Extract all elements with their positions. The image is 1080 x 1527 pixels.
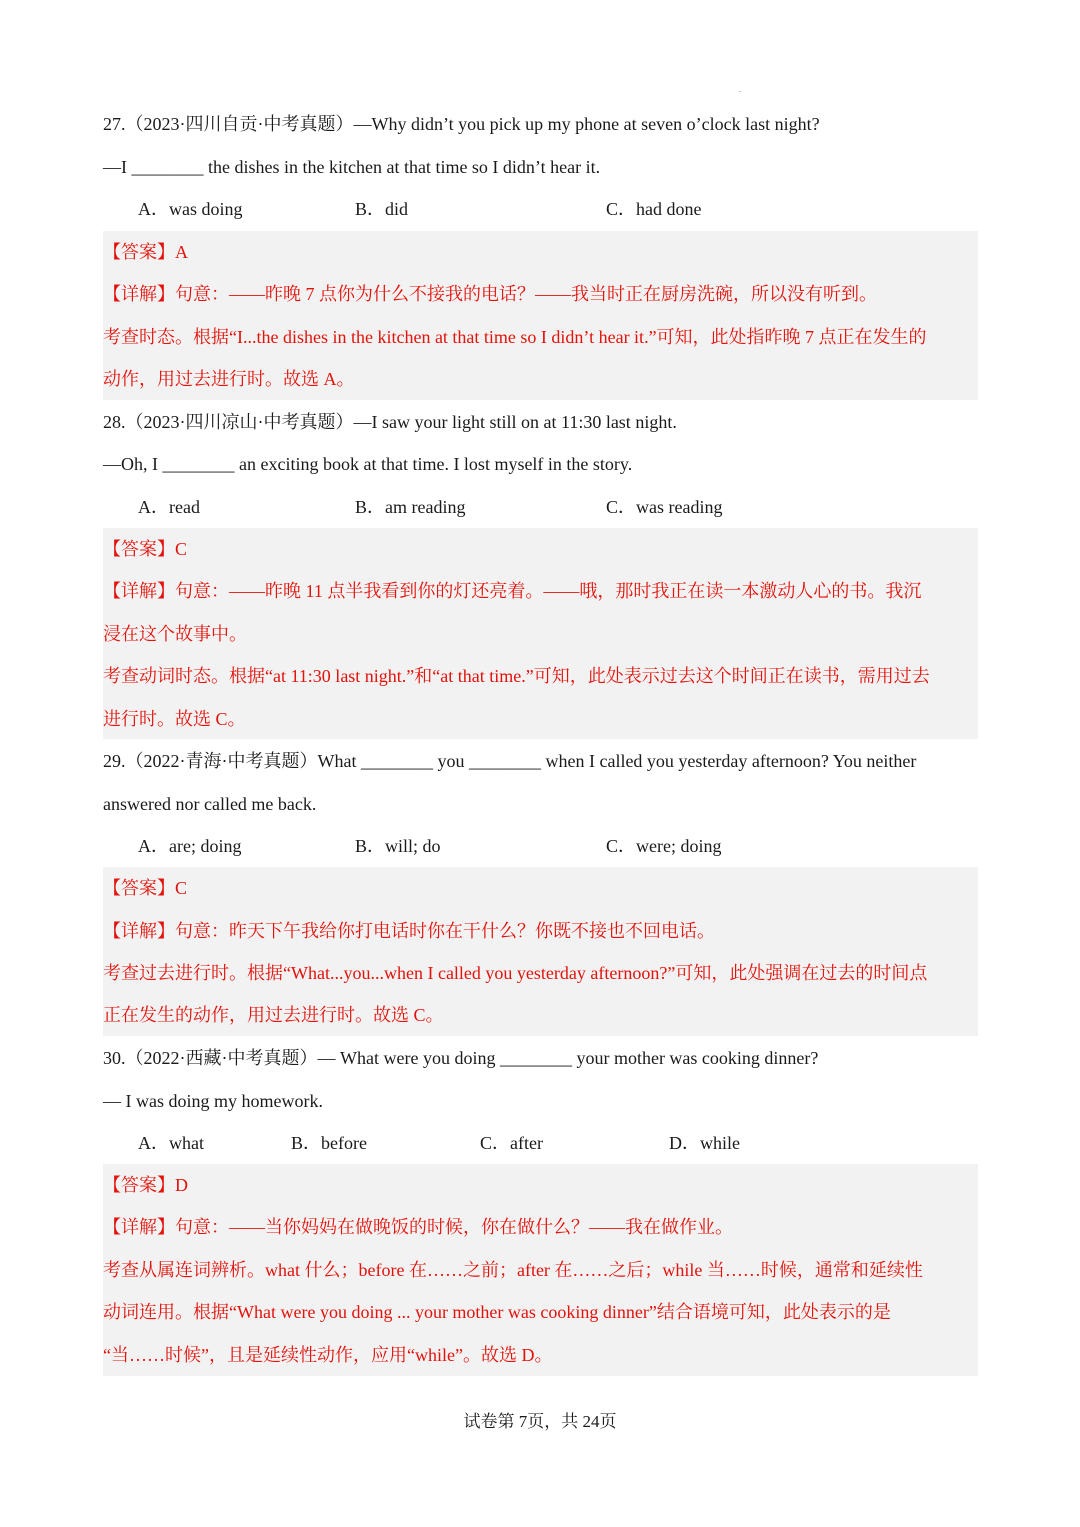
question-27-stem: [103, 103, 978, 146]
explain-28-line3: 考查动词时态。根据“at 11:30 last night.”和“at that time.”可知，此处表示过去这个时间正在读书，需用过去: [103, 666, 930, 686]
explain-30-line2: 考查从属连词辨析。what 什么；before 在……之前；after 在……之后；while 当……时候，通常和延续性: [103, 1260, 923, 1280]
question-text: What ________ you ________ when I called you yesterday afternoon? You neither: [317, 751, 917, 771]
explain-28-line1: 【详解】句意：——昨晚 11 点半我看到你的灯还亮着。——哦，那时我正在读一本激动人心的书。我沉: [103, 581, 922, 601]
question-29-option-b: B．will; do: [355, 836, 441, 856]
explain-29-line2: 考查过去进行时。根据“What...you...when I called you yesterday afternoon?”可知，此处强调在过去的时间点: [103, 963, 928, 983]
question-text: — What were you doing ________ your mother was cooking dinner?: [317, 1048, 819, 1068]
question-28-stem: [103, 401, 978, 444]
question-30-option-b: B．before: [291, 1133, 367, 1153]
explain-27-line1: 【详解】句意：——昨晚 7 点你为什么不接我的电话？——我当时正在厨房洗碗，所以没有听到。: [103, 284, 877, 304]
explain-29-line3: 正在发生的动作，用过去进行时。故选 C。: [103, 1005, 444, 1025]
page-mark: [739, 91, 741, 92]
question-27-option-a: A．was doing: [138, 199, 243, 219]
question-30-option-c: C．after: [480, 1133, 543, 1153]
question-number: 29.: [103, 751, 126, 771]
explain-30-line4: “当……时候”，且是延续性动作，应用“while”。故选 D。: [103, 1345, 553, 1365]
question-28-option-c: C．was reading: [606, 497, 723, 517]
question-29-option-a: A．are; doing: [138, 836, 242, 856]
question-source: （2023·四川凉山·中考真题）: [125, 412, 354, 432]
explain-27-line3: 动作，用过去进行时。故选 A。: [103, 369, 355, 389]
answer-29: 【答案】C: [103, 878, 188, 898]
explain-28-line2: 浸在这个故事中。: [103, 624, 247, 644]
answer-27: 【答案】A: [103, 242, 188, 262]
explain-27-line2: 考查时态。根据“I...the dishes in the kitchen at that time so I didn’t hear it.”可知，此处指昨晚 7 点正在发生的: [103, 327, 927, 347]
question-29-option-c: C．were; doing: [606, 836, 722, 856]
explain-28-line4: 进行时。故选 C。: [103, 709, 246, 729]
question-28-option-a: A．read: [138, 497, 200, 517]
question-27-option-b: B．did: [355, 199, 409, 219]
question-29-stem: [103, 740, 978, 783]
page-footer: 试卷第 7页，共 24页: [463, 1412, 617, 1431]
explain-29-line1: 【详解】句意：昨天下午我给你打电话时你在干什么？你既不接也不回电话。: [103, 921, 715, 941]
explain-30-line1: 【详解】句意：——当你妈妈在做晚饭的时候，你在做什么？——我在做作业。: [103, 1217, 733, 1237]
question-28-line2: —Oh, I ________ an exciting book at that time. I lost myself in the story.: [103, 454, 633, 474]
question-text: —Why didn’t you pick up my phone at seven o’clock last night?: [353, 114, 820, 134]
question-30-line2: — I was doing my homework.: [103, 1091, 323, 1111]
answer-30: 【答案】D: [103, 1175, 188, 1195]
question-28-option-b: B．am reading: [355, 497, 466, 517]
question-number: 27.: [103, 114, 126, 134]
question-30-option-d: D．while: [669, 1133, 740, 1153]
question-number: 28.: [103, 412, 126, 432]
question-text: —I saw your light still on at 11:30 last night.: [353, 412, 677, 432]
question-30-option-a: A．what: [138, 1133, 204, 1153]
question-27-option-c: C．had done: [606, 199, 702, 219]
question-27-line2: —I ________ the dishes in the kitchen at that time so I didn’t hear it.: [103, 157, 601, 177]
explain-30-line3: 动词连用。根据“What were you doing ... your mother was cooking dinner”结合语境可知，此处表示的是: [103, 1302, 891, 1322]
question-29-line2: answered nor called me back.: [103, 794, 317, 814]
question-30-stem: [103, 1037, 978, 1080]
question-source: （2022·西藏·中考真题）: [125, 1048, 318, 1068]
question-source: （2023·四川自贡·中考真题）: [125, 114, 354, 134]
question-source: （2022·青海·中考真题）: [125, 751, 318, 771]
answer-28: 【答案】C: [103, 539, 188, 559]
question-number: 30.: [103, 1048, 126, 1068]
